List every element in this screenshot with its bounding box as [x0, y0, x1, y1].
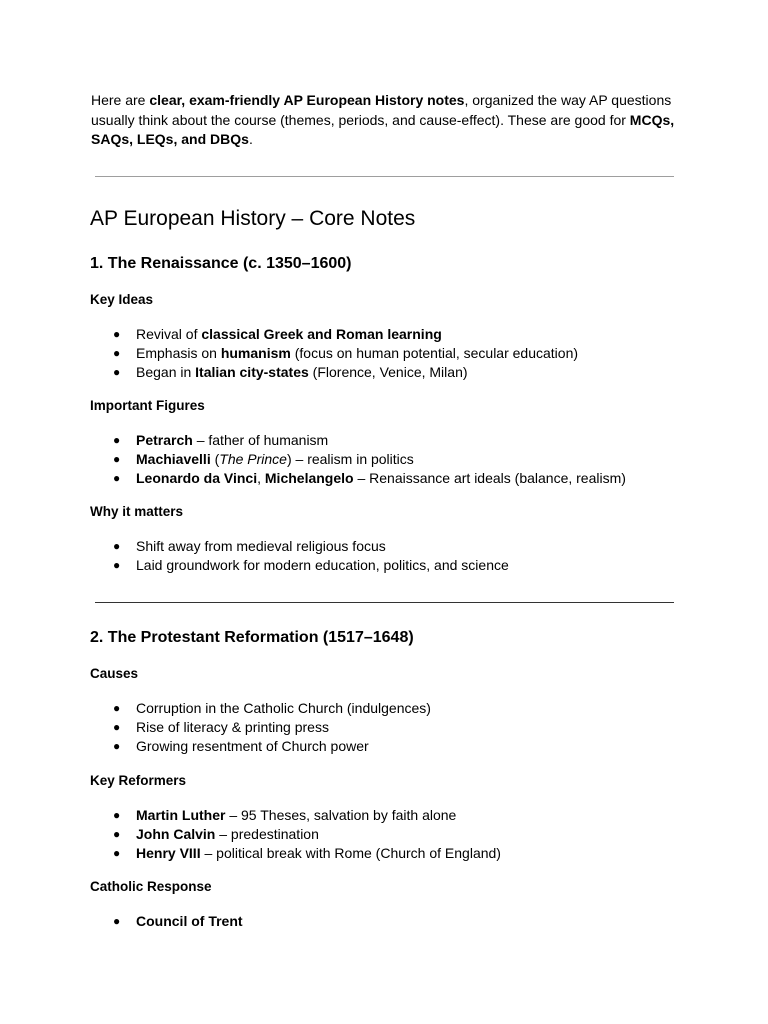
- reformer-name: Henry VIII: [136, 844, 201, 861]
- item-text: Emphasis on: [136, 344, 221, 361]
- bullet-icon: ●: [113, 433, 121, 447]
- item-text: (focus on human potential, secular education): [290, 344, 579, 361]
- item-text: – predestination: [215, 825, 319, 842]
- section-heading-renaissance: 1. The Renaissance (c. 1350–1600): [90, 255, 352, 272]
- page-title: AP European History – Core Notes: [90, 207, 416, 230]
- item-text: – father of humanism: [192, 432, 329, 448]
- bullet-icon: ●: [113, 845, 121, 860]
- bullet-icon: ●: [113, 826, 121, 841]
- item-text: Corruption in the Catholic Church (indulgences): [136, 700, 431, 716]
- item-text: Rise of literacy & printing press: [136, 718, 329, 735]
- item-text: (: [210, 450, 220, 467]
- bullet-icon: ●: [113, 470, 121, 485]
- bullet-icon: ●: [113, 719, 121, 734]
- work-title: The Prince: [219, 450, 287, 467]
- subheading-why-it-matters: Why it matters: [90, 504, 184, 519]
- section-heading-reformation: 2. The Protestant Reformation (1517–1648): [90, 629, 414, 646]
- bullet-icon: ●: [113, 345, 121, 360]
- item-text: ,: [257, 469, 265, 486]
- item-text: (Florence, Venice, Milan): [308, 363, 468, 380]
- item-text: Growing resentment of Church power: [136, 737, 369, 754]
- bullet-icon: ●: [113, 539, 121, 553]
- bullet-icon: ●: [113, 914, 121, 928]
- item-text: – 95 Theses, salvation by faith alone: [225, 807, 457, 823]
- bullet-icon: ●: [113, 701, 121, 715]
- subheading-catholic-response: Catholic Response: [90, 879, 212, 894]
- item-text: – Renaissance art ideals (balance, realism): [353, 469, 626, 486]
- intro-emphasis: clear, exam-friendly AP European History notes: [149, 92, 465, 108]
- reformer-name: Martin Luther: [136, 807, 226, 823]
- intro-paragraph: [91, 91, 681, 150]
- item-emphasis: humanism: [220, 344, 291, 361]
- item-emphasis: Council of Trent: [136, 913, 243, 929]
- bullet-icon: ●: [113, 364, 121, 379]
- item-text: – political break with Rome (Church of England): [200, 844, 501, 861]
- figure-name: Michelangelo: [264, 469, 354, 486]
- reformer-name: John Calvin: [136, 825, 216, 842]
- item-text: Began in: [136, 363, 196, 380]
- bullet-icon: ●: [113, 451, 121, 466]
- item-emphasis: Italian city-states: [195, 363, 309, 380]
- subheading-important-figures: Important Figures: [90, 398, 205, 413]
- horizontal-divider: [95, 602, 674, 603]
- item-text: Revival of: [136, 326, 202, 342]
- intro-text: .: [248, 131, 253, 147]
- item-emphasis: classical Greek and Roman learning: [201, 326, 442, 342]
- subheading-key-ideas: Key Ideas: [90, 292, 154, 307]
- bullet-icon: ●: [113, 557, 121, 572]
- bullet-icon: ●: [113, 327, 121, 341]
- horizontal-divider: [95, 176, 674, 177]
- intro-emphasis: MCQs, SAQs, LEQs, and DBQs: [91, 111, 675, 147]
- item-text: Laid groundwork for modern education, politics, and science: [136, 556, 509, 573]
- bullet-icon: ●: [113, 738, 121, 753]
- intro-text: Here are: [91, 92, 150, 108]
- subheading-causes: Causes: [90, 666, 139, 681]
- figure-name: Leonardo da Vinci: [136, 469, 258, 486]
- subheading-key-reformers: Key Reformers: [90, 773, 187, 788]
- item-text: Shift away from medieval religious focus: [136, 538, 386, 554]
- bullet-icon: ●: [113, 808, 121, 822]
- figure-name: Petrarch: [136, 432, 193, 448]
- intro-text: , organized the way AP questions usually think about the course (themes, periods, and cause-effect). These are good for: [91, 92, 672, 128]
- item-text: ) – realism in politics: [286, 450, 414, 467]
- figure-name: Machiavelli: [136, 450, 211, 467]
